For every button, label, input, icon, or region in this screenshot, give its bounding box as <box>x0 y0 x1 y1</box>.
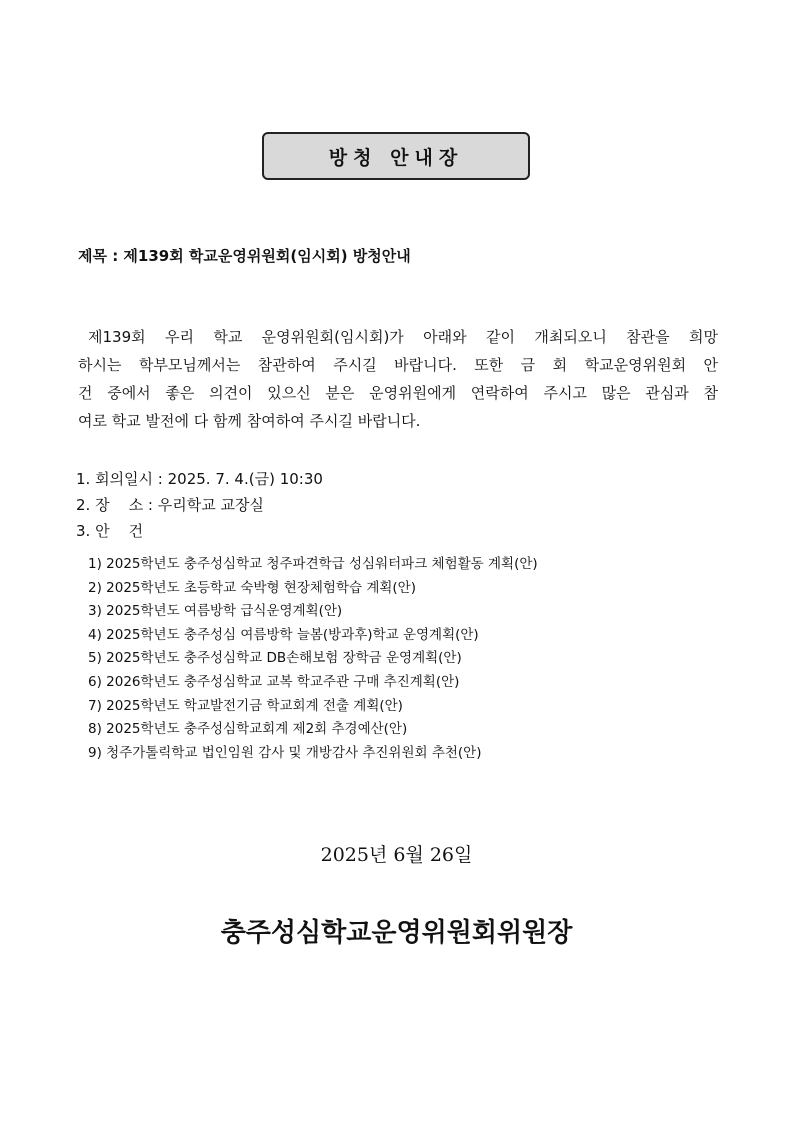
document-title: 방청 안내장 <box>328 146 464 169</box>
meeting-details <box>76 466 323 544</box>
paragraph-line: 건 중에서 좋은 의견이 있으신 분은 운영위원에게 연락하여 주시고 많은 관심과 참 <box>78 384 718 402</box>
agenda-list <box>88 553 538 765</box>
paragraph-line: 제139회 우리 학교 운영위원회(임시회)가 아래와 같이 개최되오니 참관을 희망 <box>88 328 718 346</box>
agenda-item: 2) 2025학년도 초등학교 숙박형 현장체험학습 계획(안) <box>88 579 416 596</box>
agenda-item: 3) 2025학년도 여름방학 급식운영계획(안) <box>88 603 343 620</box>
agenda-item: 6) 2026학년도 충주성심학교 교복 학교주관 구매 추진계획(안) <box>88 673 460 690</box>
agenda-item: 1) 2025학년도 충주성심학교 청주파견학급 성심워터파크 체험활동 계획(안) <box>88 556 538 572</box>
subject-line: 제목 : 제139회 학교운영위원회(임시회) 방청안내 <box>78 247 411 265</box>
meeting-time: 1. 회의일시 : 2025. 7. 4.(금) 10:30 <box>76 470 323 488</box>
signatory: 충주성심학교운영위원회위원장 <box>220 918 573 948</box>
agenda-item: 4) 2025학년도 충주성심 여름방학 늘봄(방과후)학교 운영계획(안) <box>88 626 479 643</box>
issue-date: 2025년 6월 26일 <box>320 844 473 866</box>
agenda-item: 9) 청주가톨릭학교 법인임원 감사 및 개방감사 추진위원회 추천(안) <box>88 744 482 761</box>
body-paragraph <box>78 323 718 435</box>
meeting-agenda-heading: 3. 안 건 <box>76 522 144 540</box>
meeting-place: 2. 장 소 : 우리학교 교장실 <box>76 496 264 514</box>
paragraph-line: 여로 학교 발전에 다 함께 참여하여 주시길 바랍니다. <box>78 412 421 430</box>
agenda-item: 8) 2025학년도 충주성심학교회계 제2회 추경예산(안) <box>88 721 408 738</box>
agenda-item: 7) 2025학년도 학교발전기금 학교회계 전출 계획(안) <box>88 697 403 714</box>
agenda-item: 5) 2025학년도 충주성심학교 DB손해보험 장학금 운영계획(안) <box>88 650 462 667</box>
paragraph-line: 하시는 학부모님께서는 참관하여 주시길 바랍니다. 또한 금 회 학교운영위원회 안 <box>78 356 718 374</box>
document-title-box <box>262 132 530 180</box>
